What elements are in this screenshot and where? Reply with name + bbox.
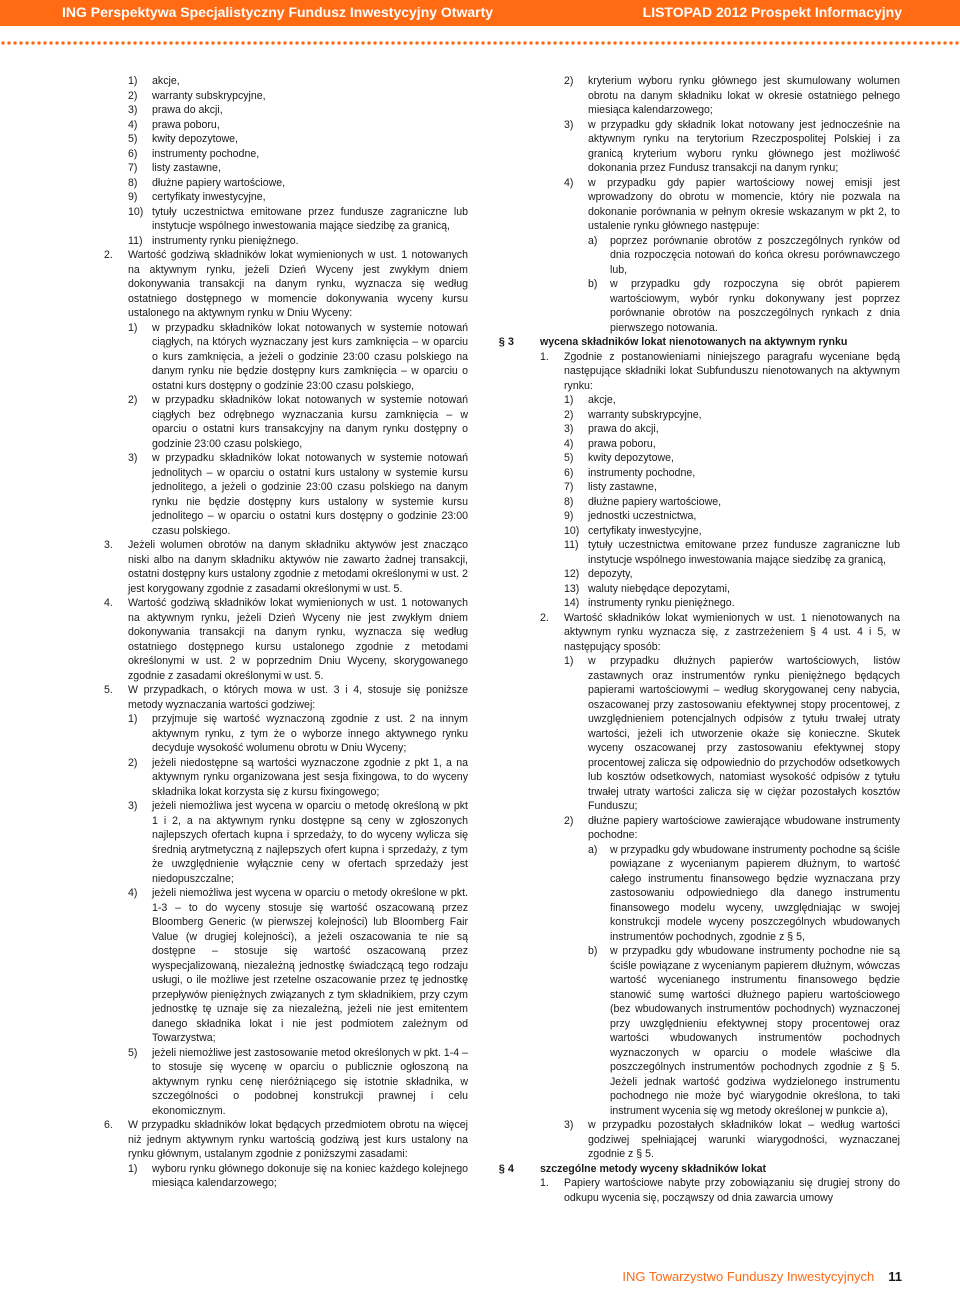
item-number: b) — [588, 278, 598, 290]
list-item — [104, 393, 468, 451]
item-text: kwity depozytowe, — [152, 133, 238, 145]
document-date-label: LISTOPAD 2012 Prospekt Informacyjny — [642, 4, 902, 20]
item-text: poprzez porównanie obrotów z poszczególnych rynków od dnia rozpoczęcia notowań do końca okresu porównawczego lub, — [610, 234, 900, 276]
section-title: wycena składników lokat nienotowanych na aktywnym rynku — [540, 336, 848, 348]
list-item — [104, 190, 468, 205]
list-item — [104, 756, 468, 800]
list-item — [540, 277, 900, 335]
item-number: 4) — [564, 437, 574, 450]
item-text: Jeżeli wolumen obrotów na danym składniku aktywów jest znacząco niski albo na danym składniku aktywów nie zawarto żadnej transakcji, ostatni dostępny kurs ustalony zgodnie z metodami określonymi w ust. 2 jest korygowany zgodnie z zasadami określonymi w ust. 5. — [128, 539, 468, 595]
list-item — [104, 321, 468, 394]
item-number: 3. — [104, 539, 113, 551]
item-number: 1) — [128, 321, 138, 334]
item-text: w przypadku gdy wbudowane instrumenty pochodne nie są ściśle powiązane z wycenianym papierem dłużnym, wówczas wartość wycenianego instrumentu finansowego będzie stanowić sumę wartości dłużnego papieru wartościowego (bez wbudowanych instrumentów pochodnych) wyznaczonej przy uwzględnieniu efektywnej stopy procentowej oraz wartości wbudowanych instrumentów pochodnych wyznaczonych w oparciu o modele właściwe dla poszczególnych instrumentów pochodnych zgodnie z § 5. Jeżeli jednak wartość godziwa wydzielonego instrumentu pochodnego nie może być wiarygodnie określona, to taki instrument wycenia się wg metody określonej w punkcie a), — [610, 945, 900, 1117]
list-item — [540, 408, 900, 423]
item-text: w przypadku gdy składnik lokat notowany jest jednocześnie na aktywnym rynku na terytorium Rzeczpospolitej Polskiej i za granicą kryterium wyboru rynku głównego jest możliwość dokonania przez Fundusz transakcji na danym rynku; — [588, 118, 900, 174]
item-number: 1. — [540, 350, 549, 363]
item-number: 14) — [564, 597, 580, 609]
list-item — [104, 248, 468, 321]
list-item — [540, 509, 900, 524]
item-text: w przypadku gdy rozpoczyna się obrót papierem wartościowym, wybór rynku dokonywany jest poprzez porównanie obrotów na poszczególnych rynkach z dnia pierwszego notowania. — [610, 278, 900, 334]
list-item — [540, 176, 900, 234]
list-item — [104, 1162, 468, 1191]
item-number: 2) — [128, 756, 138, 769]
list-item — [540, 843, 900, 945]
list-item — [104, 1118, 468, 1162]
item-text: W przypadku składników lokat będących przedmiotem obrotu na więcej niż jednym aktywnym rynku wartością godziwą jest kurs ustalony na rynku głównym, ustalanym zgodnie z poniższymi zasadami: — [128, 1119, 468, 1160]
list-item — [104, 161, 468, 176]
list-item — [540, 1176, 900, 1205]
right-column — [498, 74, 900, 1205]
item-number: 6) — [564, 466, 574, 479]
item-text: kwity depozytowe, — [588, 452, 674, 464]
list-item — [104, 234, 468, 249]
item-text: w przypadku składników lokat notowanych w systemie notowań ciągłych bez odrębnego wyznaczania kursu zamknięcia – w oparciu o ostatni kurs transakcyjny na danym rynku dostępny o godzinie 23:00 czasu polskiego, — [152, 394, 468, 450]
item-text: instrumenty rynku pieniężnego. — [588, 597, 735, 609]
item-number: 5) — [128, 133, 138, 145]
list-item — [104, 118, 468, 133]
item-text: tytuły uczestnictwa emitowane przez fundusze zagraniczne lub instytucje wspólnego inwestowania mające siedzibę za granicą, — [588, 539, 900, 566]
item-text: instrumenty rynku pieniężnego. — [152, 234, 299, 247]
item-text: w przypadku pozostałych składników lokat – według wartości godziwej spełniającej warunki wiarygodności, wyznaczanej zgodnie z § 5. — [588, 1119, 900, 1160]
section-number: § 4 — [498, 1162, 514, 1175]
item-text: waluty niebędące depozytami, — [588, 582, 730, 595]
list-item — [104, 799, 468, 886]
item-number: b) — [588, 945, 598, 957]
item-text: warranty subskrypcyjne, — [152, 89, 266, 102]
section-title: szczególne metody wyceny składników lokat — [540, 1162, 767, 1175]
item-number: 11) — [564, 539, 579, 551]
item-text: certyfikaty inwestycyjne, — [152, 191, 266, 203]
item-text: jeżeli niemożliwa jest wycena w oparciu o metody określone w pkt. 1-3 – to do wyceny stosuje się wartość oszacowaną przez Bloomberg Generic (w pierwszej kolejności) lub Bloomberg Fair Value (w drugiej kolejności), a jeżeli oszacowania te nie są dostępne – stosuje się wartość oszacowaną przez wyspecjalizowaną, niezależną jednostkę świadczącą tego rodzaju usługi, o ile możliwe jest rzetelne oszacowanie przez tę jednostkę przepływów pieniężnych związanych z tym składnikiem, przy czym jednostkę tę uznaje się za niezależną, jeżeli nie jest emitentem danego składnika lokat i nie jest podmiotem zależnym od Towarzystwa; — [152, 887, 468, 1044]
item-text: certyfikaty inwestycyjne, — [588, 524, 702, 537]
list-item — [540, 944, 900, 1118]
item-number: 2) — [564, 814, 574, 827]
left-column — [104, 74, 468, 1191]
item-text: jeżeli niemożliwe jest zastosowanie metod określonych w pkt. 1-4 – to stosuje się wycenę w oparciu o publicznie ogłoszoną na aktywnym rynku cenę nieróżniącego się istotnie składnika, w szczególności o podobnej konstrukcji prawnej i celu ekonomicznym. — [152, 1046, 468, 1117]
item-number: 3) — [128, 452, 138, 464]
list-item — [104, 205, 468, 234]
list-item — [104, 596, 468, 683]
section-heading — [498, 1162, 900, 1177]
item-text: w przypadku gdy papier wartościowy nowej emisji jest wprowadzony do obrotu w momencie, który nie pozwala na dokonanie porównania w pełnym okresie wskazanym w pkt 2, to ustalenie rynku głównego następuje: — [588, 176, 900, 232]
document-title: ING Perspektywa Specjalistyczny Fundusz Inwestycyjny Otwarty — [62, 4, 494, 20]
page-number: 11 — [888, 1269, 902, 1284]
section-number: § 3 — [498, 336, 514, 348]
item-text: przyjmuje się wartość wyznaczoną zgodnie z ust. 2 na innym aktywnym rynku, z tym że o wyborze innego aktywnego rynku decyduje wysokość wolumenu obrotu w Dniu Wyceny; — [152, 713, 468, 754]
item-number: 11) — [128, 234, 143, 247]
item-text: tytuły uczestnictwa emitowane przez fundusze zagraniczne lub instytucje wspólnego inwestowania mające siedzibę za granicą, — [152, 205, 468, 232]
item-number: 5) — [564, 452, 574, 464]
item-number: 12) — [564, 568, 580, 580]
item-number: 3) — [564, 423, 574, 435]
item-number: 4) — [128, 118, 138, 131]
item-text: w przypadku gdy wbudowane instrumenty pochodne są ściśle powiązane z wycenianym papierem dłużnym, to wartość całego instrumentu finansowego będzie wyznaczana przy zastosowaniu odpowiedniego dla danego instrumentu finansowego modelu wyceny, uwzględniając w swojej konstrukcji modele wyceny poszczególnych wbudowanych instrumentów pochodnych, zgodnie z § 5, — [610, 843, 900, 943]
list-item — [540, 495, 900, 510]
item-text: akcje, — [588, 394, 616, 406]
item-number: 7) — [128, 162, 138, 174]
item-number: 2) — [564, 75, 574, 87]
item-number: 8) — [564, 495, 574, 508]
item-number: 2) — [564, 408, 574, 421]
list-item — [540, 393, 900, 408]
footer-company: ING Towarzystwo Funduszy Inwestycyjnych — [622, 1269, 875, 1284]
item-number: 1) — [564, 655, 574, 667]
item-text: Papiery wartościowe nabyte przy zobowiązaniu się drugiej strony do odkupu wycenia się, począwszy od dnia zawarcia umowy — [564, 1177, 900, 1204]
item-text: prawa do akcji, — [588, 423, 659, 435]
item-number: 1. — [540, 1177, 549, 1189]
list-item — [540, 422, 900, 437]
item-number: 2) — [128, 394, 138, 406]
item-text: w przypadku składników lokat notowanych w systemie notowań jednolitych – w oparciu o ostatni kurs ustalony w systemie kursu jednolitego, a jeżeli o godzinie 23:00 czasu polskiego na danym rynku nie będzie dostępny kurs ustalony w systemie kursu jednolitego – w oparciu o ostatni kurs dostępny o godzinie 23:00 czasu polskiego. — [152, 452, 468, 537]
list-item — [104, 712, 468, 756]
item-number: 6. — [104, 1119, 113, 1131]
list-item — [540, 1118, 900, 1162]
dotted-divider — [0, 40, 960, 46]
item-number: 1) — [564, 394, 574, 406]
item-number: 3) — [128, 800, 138, 812]
item-text: prawa poboru, — [152, 118, 220, 131]
list-item — [540, 654, 900, 814]
list-item — [540, 567, 900, 582]
item-text: Wartość godziwą składników lokat wymienionych w ust. 1 notowanych na aktywnym rynku, jeżeli Dzień Wyceny nie jest zwykłym dniem dokonywania transakcji na danym rynku, wyznacza się według ostatniego dostępnego kursu ustalonego zgodnie z metodami określonymi w ust. 2 w poprzednim Dniu Wyceny, skorygowanego zgodnie z zasadami określonymi w ust. 5. — [128, 597, 468, 682]
item-number: 9) — [564, 510, 574, 522]
list-item — [104, 147, 468, 162]
item-text: w przypadku składników lokat notowanych w systemie notowań ciągłych, na których wyznaczany jest kurs zamknięcia – w oparciu o kurs zamknięcia, a jeżeli o godzinie 23:00 czasu polskiego na danym rynku nie będzie dostępny kurs zamknięcia – w oparciu o ostatni kurs dostępny o godzinie 23:00 czasu polskiego, — [152, 321, 468, 392]
item-text: w przypadku dłużnych papierów wartościowych, listów zastawnych oraz instrumentów rynku pieniężnego będących papierami wartościowymi – według skorygowanej ceny nabycia, oszacowanej przy zastosowaniu efektywnej stopy procentowej, z uwzględnieniem potencjalnych odpisów z tytułu trwałej utraty wartości, jeżeli ich utworzenie okaże się konieczne. Skutek wyceny oszacowanej przy zastosowaniu efektywnej stopy procentowej zalicza się odpowiednio do przychodów odsetkowych lub kosztów odsetkowych, natomiast wysokość odpisów z tytułu trwałej utraty wartości zalicza się w ciężar pozostałych kosztów Funduszu; — [588, 655, 900, 812]
list-item — [104, 103, 468, 118]
item-text: jednostki uczestnictwa, — [588, 510, 697, 522]
list-item — [104, 89, 468, 104]
item-text: Wartość składników lokat wymienionych w ust. 1 nienotowanych na aktywnym rynku wyznacza się, z zastrzeżeniem § 4 ust. 4 i 5, w następujący sposób: — [564, 611, 900, 653]
header-bar — [0, 0, 960, 26]
item-number: 6) — [128, 147, 138, 160]
item-number: a) — [588, 234, 598, 247]
item-text: dłużne papiery wartościowe, — [588, 495, 722, 508]
list-item — [540, 74, 900, 118]
item-text: depozyty, — [588, 568, 633, 580]
list-item — [104, 538, 468, 596]
list-item — [540, 451, 900, 466]
item-text: listy zastawne, — [152, 162, 221, 174]
list-item — [104, 451, 468, 538]
item-number: 5) — [128, 1046, 138, 1059]
item-text: dłużne papiery wartościowe, — [152, 176, 286, 189]
list-item — [540, 596, 900, 611]
list-item — [104, 132, 468, 147]
item-number: 7) — [564, 481, 574, 493]
item-text: warranty subskrypcyjne, — [588, 408, 702, 421]
list-item — [540, 524, 900, 539]
list-item — [540, 814, 900, 843]
item-text: listy zastawne, — [588, 481, 657, 493]
list-item — [540, 118, 900, 176]
item-number: 3) — [564, 118, 574, 131]
item-number: 5. — [104, 684, 113, 696]
item-number: 4) — [564, 176, 574, 189]
item-number: 1) — [128, 713, 138, 725]
item-text: akcje, — [152, 75, 180, 87]
item-number: a) — [588, 843, 598, 856]
item-text: Wartość godziwą składników lokat wymienionych w ust. 1 notowanych na aktywnym rynku, jeżeli Dzień Wyceny jest zwykłym dniem dokonywania transakcji na danym rynku, wyznacza się według ostatniego dostępnego w momencie dokonywania wyceny kursu ustalonego na aktywnym rynku w Dniu Wyceny: — [128, 249, 468, 319]
list-item — [104, 1046, 468, 1119]
list-item — [104, 886, 468, 1046]
item-number: 9) — [128, 191, 138, 203]
item-number: 3) — [564, 1119, 574, 1131]
section-heading — [498, 335, 900, 350]
item-number: 2. — [104, 249, 113, 261]
item-number: 1) — [128, 1162, 138, 1175]
item-text: jeżeli niedostępne są wartości wyznaczone zgodnie z pkt 1, a na aktywnym rynku organizowana jest sesja fixingowa, to do wyceny składnika lokat korzysta się z kursu fixingowego; — [152, 756, 468, 798]
item-text: instrumenty pochodne, — [588, 466, 696, 479]
list-item — [540, 350, 900, 394]
list-item — [104, 74, 468, 89]
item-number: 2. — [540, 611, 549, 624]
item-number: 10) — [128, 205, 144, 218]
list-item — [540, 480, 900, 495]
list-item — [540, 611, 900, 655]
item-number: 4) — [128, 887, 138, 899]
list-item — [540, 538, 900, 567]
page-footer — [622, 1269, 902, 1284]
item-text: instrumenty pochodne, — [152, 147, 260, 160]
list-item — [540, 582, 900, 597]
item-text: kryterium wyboru rynku głównego jest skumulowany wolumen obrotu na danym składniku lokat w okresie ostatniego pełnego miesiąca kalendarzowego; — [588, 75, 900, 116]
item-text: Zgodnie z postanowieniami niniejszego paragrafu wyceniane będą następujące składniki lokat Subfunduszu nienotowanych na aktywnym rynku: — [564, 350, 900, 392]
item-number: 4. — [104, 597, 113, 609]
list-item — [540, 234, 900, 278]
item-number: 3) — [128, 104, 138, 116]
list-item — [104, 683, 468, 712]
item-text: wyboru rynku głównego dokonuje się na koniec każdego kolejnego miesiąca kalendarzowego; — [152, 1162, 468, 1189]
item-text: prawa do akcji, — [152, 104, 223, 116]
item-text: W przypadkach, o których mowa w ust. 3 i 4, stosuje się poniższe metody wyznaczania wartości godziwej: — [128, 684, 468, 711]
item-text: prawa poboru, — [588, 437, 656, 450]
item-number: 1) — [128, 75, 138, 87]
list-item — [540, 466, 900, 481]
item-text: dłużne papiery wartościowe zawierające wbudowane instrumenty pochodne: — [588, 814, 900, 841]
item-number: 2) — [128, 89, 138, 102]
item-number: 8) — [128, 176, 138, 189]
item-number: 10) — [564, 524, 580, 537]
list-item — [540, 437, 900, 452]
list-item — [104, 176, 468, 191]
item-text: jeżeli niemożliwa jest wycena w oparciu o metodę określoną w pkt 1 i 2, a na aktywnym rynku dostępne są ceny w zgłoszonych najlepszych ofertach kupna i sprzedaży, to do wyceny wylicza się średnią arytmetyczną z najlepszych ofert kupna i sprzedaży, z tym że uwzględnienie wyłącznie ceny w ofertach sprzedaży jest niedopuszczalne; — [152, 800, 468, 885]
item-number: 13) — [564, 582, 580, 595]
